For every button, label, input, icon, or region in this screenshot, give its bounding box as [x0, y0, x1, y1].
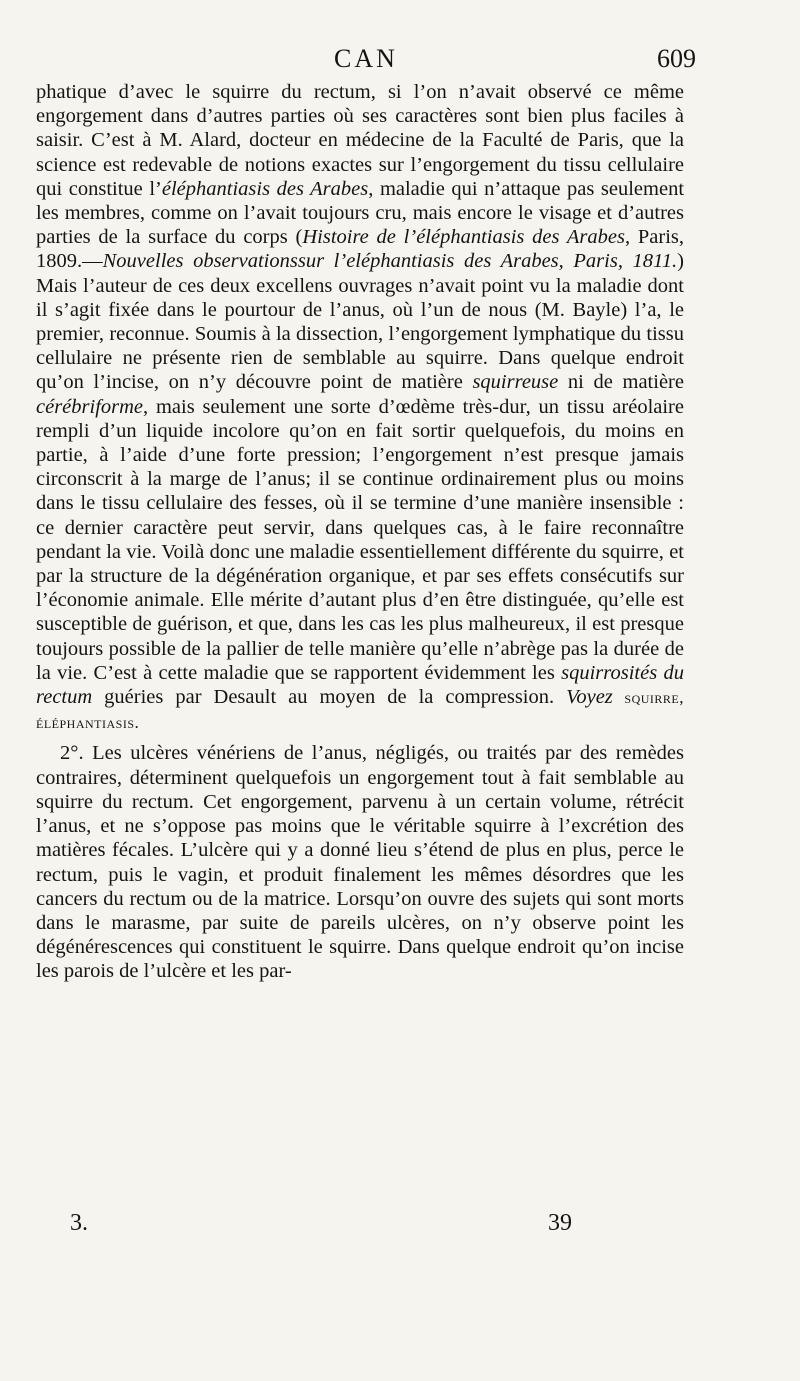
- paragraph-1: [36, 80, 684, 735]
- text-run: ) Mais l’auteur de ces deux excellens ouvrages n’avait point vu la maladie dont il s’agit fixée dans le pourtour de l’anus, où l’un de nous (M. Bayle) l’a, le premier, reconnue. Soumis à la dissection, l’engorgement lymphatique du tissu cellulaire ne présente rien de semblable au squirre. Dans quelque endroit qu’on l’incise, on n’y découvre point de matière: [36, 250, 684, 394]
- text-run: guéries par Desault au moyen de la compression.: [92, 686, 567, 709]
- italic-book-title: Histoire de l’éléphantiasis des Arabes: [302, 226, 625, 249]
- italic-term: squirrosités du rectum: [36, 661, 684, 709]
- running-title: CAN: [334, 44, 398, 73]
- page-number: 609: [657, 44, 696, 73]
- body-text: [36, 80, 684, 984]
- page-footer: [36, 1210, 684, 1244]
- italic-term: cérébriforme: [36, 395, 144, 418]
- text-run: phatique d’avec le squirre du rectum, si l’on n’avait observé ce même engorgement dans d’autres parties où ses caractères sont bien plus faciles à saisir. C’est à M. Alard, docteur en médecine de la Faculté de Paris, que la science est redevable de notions exactes sur l’engorgement du tissu cellulaire qui constitue l’: [36, 81, 684, 200]
- cross-reference: Voyez: [566, 686, 613, 709]
- paragraph-2: 2°. Les ulcères vénériens de l’anus, négligés, ou traités par des remèdes contraires, déterminent quelquefois un engorgement tout à fait semblable au squirre du rectum. Cet engorgement, parvenu à un certain volume, rétrécit l’anus, et ne s’oppose pas moins que le véritable squirre à l’excrétion des matières fécales. L’ulcère qui y a donné lieu s’étend de plus en plus, perce le rectum, puis le vagin, et produit finalement les mêmes désordres que les cancers du rectum ou de la matrice. Lorsqu’on ouvre des sujets qui sont morts dans le marasme, par suite de pareils ulcères, on n’y observe point les dégénérescences qui constituent le squirre. Dans quelque endroit qu’on incise les parois de l’ulcère et les par-: [36, 742, 684, 983]
- text-run: ni de matière: [558, 371, 684, 394]
- italic-term: squirreuse: [472, 371, 559, 394]
- italic-book-title: Nouvelles observationssur l’eléphantiasis des Arabes, Paris, 1811.: [102, 250, 678, 273]
- cross-reference-terms: squirre, éléphantiasis.: [36, 688, 685, 733]
- gathering-mark: 39: [548, 1210, 572, 1236]
- text-run: , maladie qui n’attaque pas seulement les membres, comme on l’avait toujours cru, mais encore le visage et d’autres parties de la surface du corps (: [36, 177, 685, 249]
- italic-term: éléphantiasis des Arabes: [161, 177, 369, 200]
- signature-mark: 3.: [70, 1210, 88, 1236]
- running-header: [36, 44, 696, 84]
- text-run: , mais seulement une sorte d’œdème très-dur, un tissu aréolaire rempli d’un liquide incolore qu’on en fait sortir quelquefois, du moins en partie, à l’aide d’une forte pression; l’engorgement n’est presque jamais circonscrit à la marge de l’anus; il se continue ordinairement plus ou moins dans le tissu cellulaire des fesses, où il se termine d’une manière insensible : ce dernier caractère peut servir, dans quelques cas, à le faire reconnaître pendant la vie. Voilà donc une maladie essentiellement différente du squirre, et par la structure de la dégénération organique, et par ses effets consécutifs sur l’économie animale. Elle mérite d’autant plus d’en être distinguée, qu’elle est susceptible de guérison, et que, dans les cas les plus malheureux, il est presque toujours possible de la pallier de telle manière qu’elle n’abrège pas la durée de la vie. C’est à cette maladie que se rapportent évidemment les: [36, 395, 684, 684]
- text-run: , Paris, 1809.—: [36, 226, 684, 273]
